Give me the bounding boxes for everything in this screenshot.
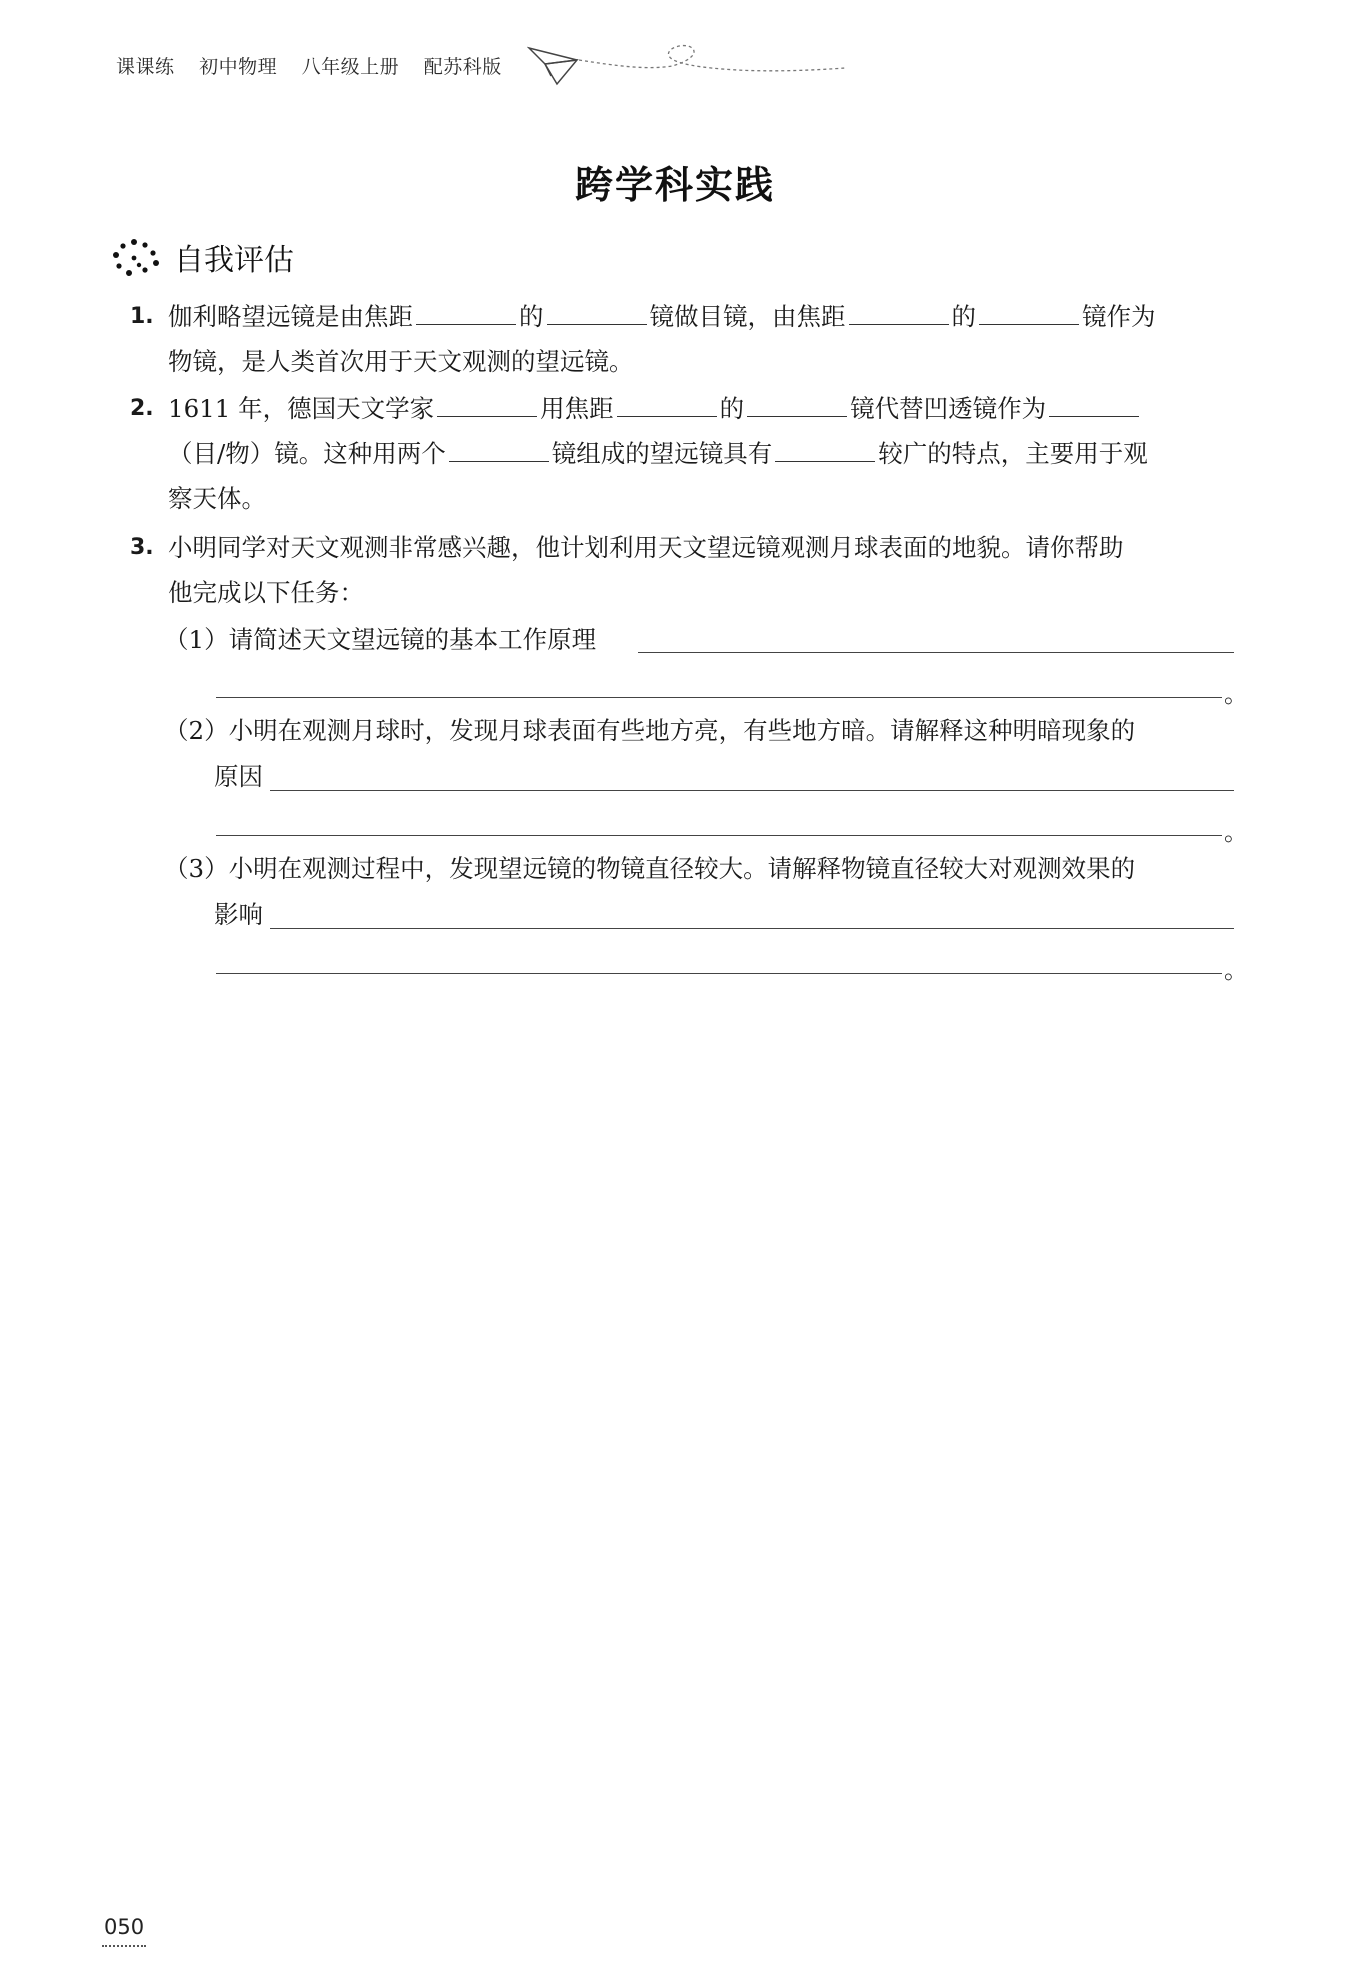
page-number: 050: [104, 1915, 145, 1939]
dots-cluster-icon: [112, 238, 164, 278]
question-text: 的: [951, 302, 976, 331]
answer-line[interactable]: [270, 928, 1234, 929]
answer-blank[interactable]: [775, 431, 875, 462]
question-3: [130, 525, 1235, 615]
question-text: 的: [719, 394, 745, 423]
answer-line[interactable]: [216, 835, 1222, 836]
section-heading: [112, 234, 372, 280]
header-grade: 八年级上册: [301, 56, 400, 78]
answer-blank[interactable]: [547, 294, 647, 325]
answer-blank[interactable]: [1049, 386, 1139, 417]
question-text: 物镜，是人类首次用于天文观测的望远镜。: [168, 347, 634, 376]
answer-line[interactable]: [216, 697, 1222, 698]
question-2: [130, 386, 1235, 521]
page-title: 跨学科实践: [574, 163, 775, 207]
question-text: 较广的特点，主要用于观: [878, 439, 1148, 468]
question-text: 伽利略望远镜是由焦距: [168, 302, 413, 331]
period-mark: 。: [1224, 818, 1248, 846]
period-mark: 。: [1224, 680, 1248, 708]
sub-question-1: （1）请简述天文望远镜的基本工作原理: [164, 625, 597, 654]
answer-blank[interactable]: [747, 386, 847, 417]
answer-blank[interactable]: [979, 294, 1079, 325]
sub-question-3: （3）小明在观测过程中，发现望远镜的物镜直径较大。请解释物镜直径较大对观测效果的: [164, 854, 1136, 883]
question-text: 1611 年，德国天文学家: [168, 394, 435, 423]
book-header: [116, 52, 520, 79]
header-subject: 初中物理: [199, 56, 278, 78]
section-label: 自我评估: [174, 243, 294, 278]
question-text: 他完成以下任务：: [168, 578, 364, 607]
answer-blank[interactable]: [849, 294, 949, 325]
answer-line[interactable]: [270, 790, 1234, 791]
answer-line[interactable]: [638, 652, 1234, 653]
question-text: 用焦距: [540, 394, 614, 423]
period-mark: 。: [1224, 956, 1248, 984]
answer-blank[interactable]: [449, 431, 549, 462]
question-text: （目/物）镜。这种用两个: [168, 439, 446, 468]
question-text: 镜做目镜，由焦距: [649, 302, 846, 331]
question-1: [130, 294, 1235, 384]
header-edition: 配苏科版: [423, 56, 502, 78]
page-number-underline: [102, 1945, 146, 1947]
question-number: 3.: [130, 535, 154, 560]
header-series: 课课练: [116, 56, 175, 78]
question-number: 2.: [130, 396, 154, 421]
question-text: 镜组成的望远镜具有: [551, 439, 773, 468]
paper-plane-icon: [527, 40, 847, 90]
question-text: 的: [519, 302, 544, 331]
answer-blank[interactable]: [416, 294, 516, 325]
answer-line[interactable]: [216, 973, 1222, 974]
question-text: 小明同学对天文观测非常感兴趣，他计划利用天文望远镜观测月球表面的地貌。请你帮助: [168, 533, 1124, 562]
sub-question-2: （2）小明在观测月球时，发现月球表面有些地方亮，有些地方暗。请解释这种明暗现象的: [164, 716, 1136, 745]
question-text: 察天体。: [168, 484, 266, 513]
answer-blank[interactable]: [437, 386, 537, 417]
sub-question-2-cont: 原因: [214, 762, 263, 791]
answer-blank[interactable]: [617, 386, 717, 417]
question-text: 镜代替凹透镜作为: [850, 394, 1047, 423]
question-number: 1.: [130, 304, 154, 329]
question-text: 镜作为: [1082, 302, 1156, 331]
sub-question-3-cont: 影响: [214, 900, 263, 929]
